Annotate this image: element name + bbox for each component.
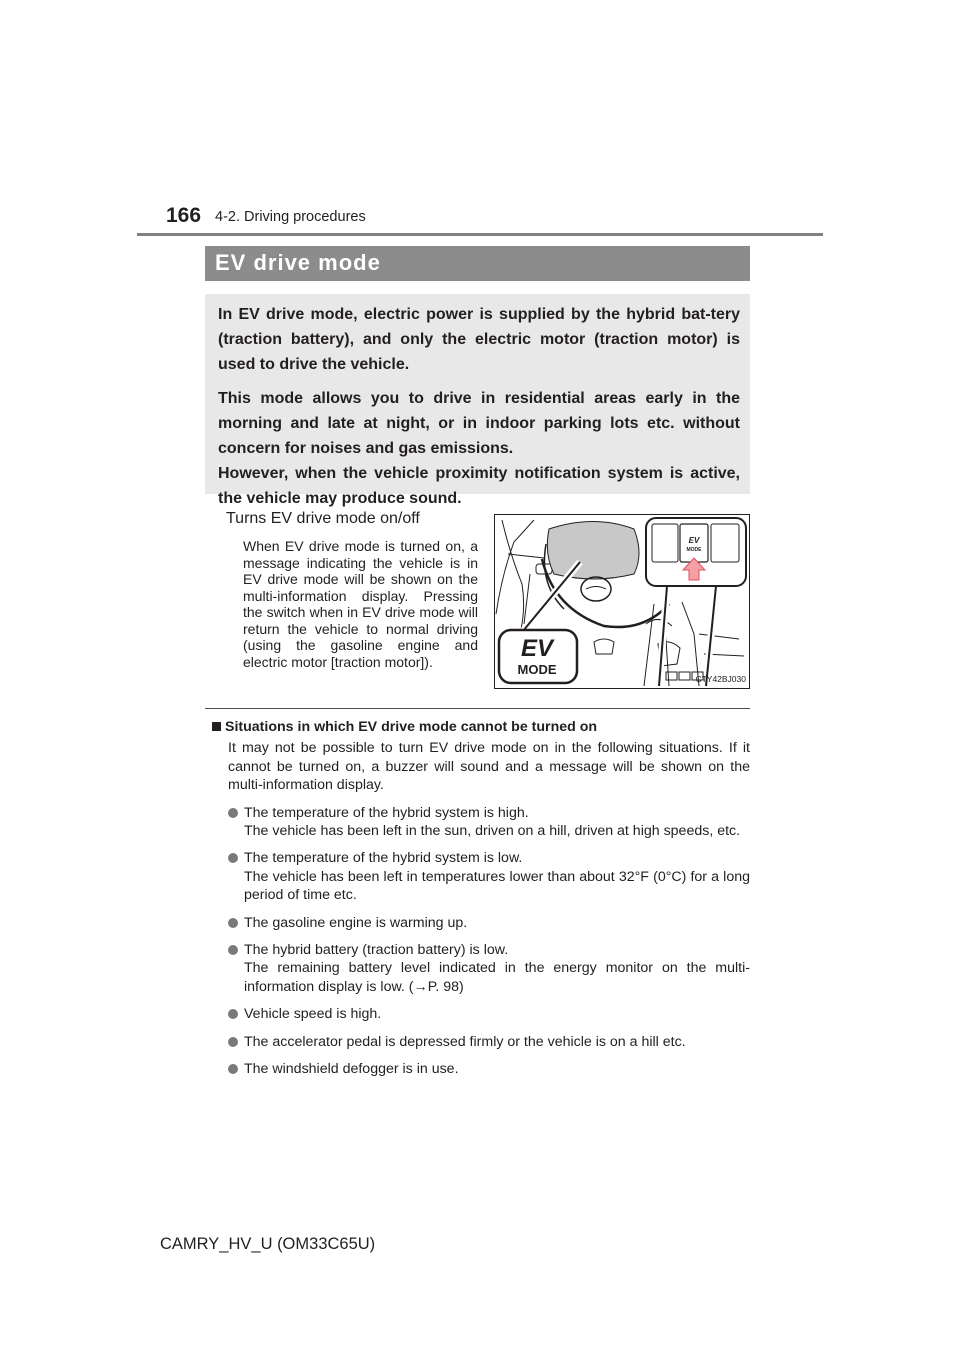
section-divider — [205, 708, 750, 709]
square-bullet-icon — [212, 722, 221, 731]
circle-bullet-icon — [228, 945, 238, 955]
list-item — [228, 849, 750, 904]
circle-bullet-icon — [228, 918, 238, 928]
list-item-text: The windshield defogger is in use. — [244, 1061, 459, 1078]
list-item — [228, 1005, 750, 1023]
svg-text:MODE: MODE — [686, 547, 702, 553]
callout-description: When EV drive mode is turned on, a message indicating the vehicle is in EV drive mode will be shown on the multi-information display. Pressing the switch when in EV drive mode will return the vehicle to normal driving (using the gasoline engine and electric motor [traction motor]). — [243, 538, 478, 670]
situations-heading-line — [212, 718, 750, 736]
list-item-detail: The vehicle has been left in the sun, driven on a hill, driven at high speeds, etc. — [244, 823, 741, 840]
list-item-text: The accelerator pedal is depressed firmly or the vehicle is on a hill etc. — [244, 1033, 686, 1050]
list-item — [228, 914, 750, 932]
ev-switch-illustration — [494, 514, 750, 689]
circle-bullet-icon — [228, 1064, 238, 1074]
list-item-text: Vehicle speed is high. — [244, 1006, 382, 1023]
circle-bullet-icon — [228, 1009, 238, 1019]
list-item — [228, 1033, 750, 1051]
circle-bullet-icon — [228, 1037, 238, 1047]
situations-heading: Situations in which EV drive mode cannot be turned on — [225, 719, 598, 735]
list-item-detail: The remaining battery level indicated in the energy monitor on the multi-information display is low. (→P. 98) — [244, 960, 750, 995]
list-item-detail: The vehicle has been left in temperatures lower than about 32°F (0°C) for a long period of time etc. — [244, 868, 750, 904]
situations-section — [212, 718, 750, 1079]
list-item-text: The temperature of the hybrid system is high. — [244, 804, 529, 821]
intro-paragraph-2: This mode allows you to drive in residential areas early in the morning and late at night, or in indoor parking lots etc. without concern for noises and gas emissions. — [218, 390, 740, 457]
figure-code: CTY42BJ030 — [695, 674, 746, 684]
circle-bullet-icon — [228, 808, 238, 818]
section-label: 4-2. Driving procedures — [215, 209, 366, 225]
page-title: EV drive mode — [215, 250, 381, 275]
list-item-text: The hybrid battery (traction battery) is low. — [244, 942, 509, 959]
title-bar — [205, 246, 750, 281]
list-item-text: The gasoline engine is warming up. — [244, 914, 468, 931]
header-rule — [137, 233, 823, 236]
ev-badge-bottom: MODE — [517, 662, 557, 677]
footer-code: CAMRY_HV_U (OM33C65U) — [160, 1235, 376, 1253]
situations-list — [228, 804, 750, 1079]
page-number: 166 — [166, 204, 202, 227]
ev-badge-top: EV — [520, 635, 554, 662]
situations-intro: It may not be possible to turn EV drive mode on in the following situations. If it cannot be turned on, a buzzer will sound and a message will be shown on the multi-information display. — [228, 740, 750, 794]
svg-text:EV: EV — [688, 536, 700, 545]
list-item — [228, 804, 750, 841]
intro-paragraph-3: However, when the vehicle proximity notification system is active, the vehicle may produce sound. — [218, 465, 740, 507]
circle-bullet-icon — [228, 853, 238, 863]
intro-box — [205, 294, 750, 507]
list-item — [228, 941, 750, 996]
callout-heading: Turns EV drive mode on/off — [226, 510, 420, 527]
list-item — [228, 1060, 750, 1078]
intro-paragraph-1: In EV drive mode, electric power is supplied by the hybrid bat-tery (traction battery), and only the electric motor (traction motor) is used to drive the vehicle. — [218, 306, 740, 373]
list-item-text: The temperature of the hybrid system is low. — [244, 850, 523, 867]
